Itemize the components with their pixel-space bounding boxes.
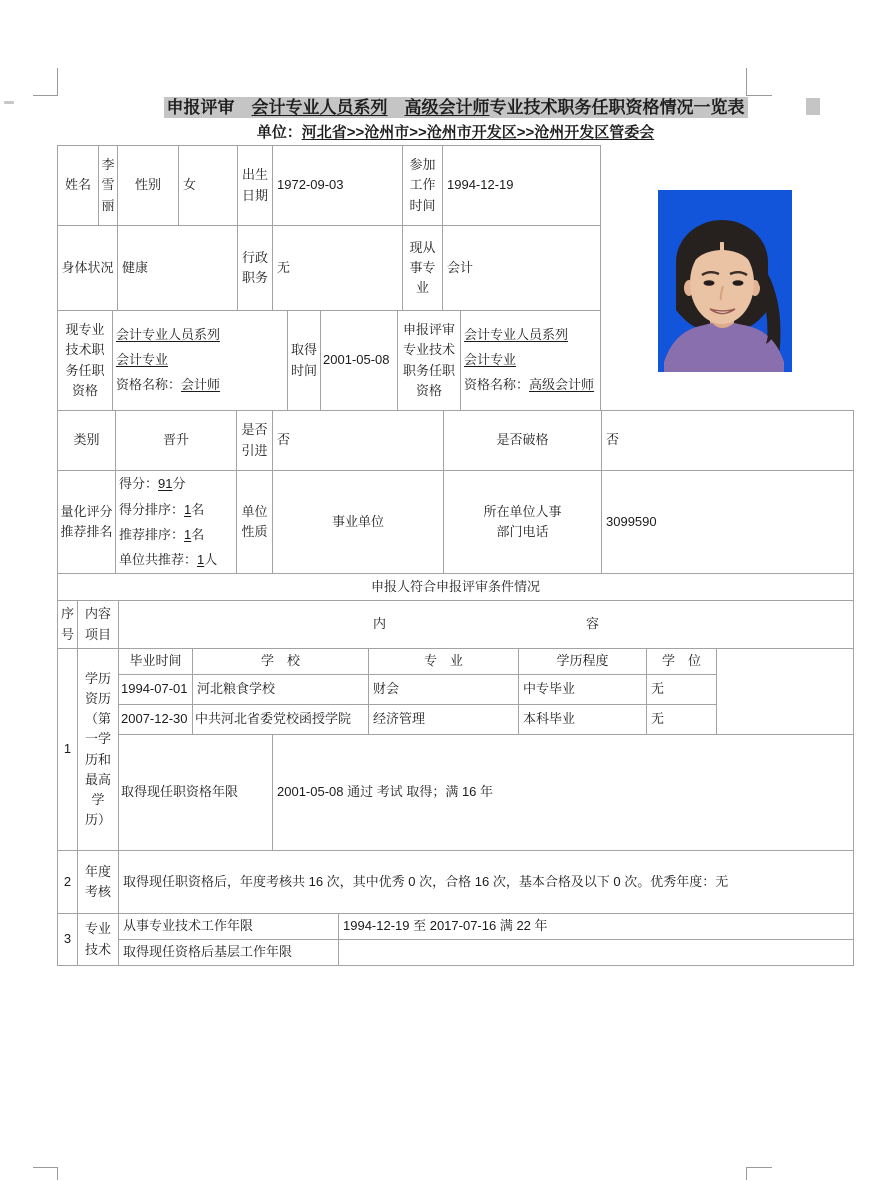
title-suffix: 专业技术职务任职资格情况一览表	[489, 98, 745, 117]
row3-sub1-value-cell: 1994-12-19 至 2017-07-16 满 22 年	[338, 913, 854, 940]
seq-header-cell: 序号	[57, 600, 78, 649]
crop-mark-bottom-right-v	[746, 1167, 747, 1180]
header-block	[57, 96, 854, 144]
edu-row-time: 1994-07-01	[118, 674, 193, 705]
row2-no-cell: 2	[57, 850, 78, 914]
crop-mark-top-left-v	[57, 68, 58, 96]
score-rank-label-cell: 量化评分推荐排名	[57, 470, 116, 574]
highlighted-paragraph-mark	[806, 98, 820, 115]
edu-row-school: 中共河北省委党校函授学院	[192, 704, 369, 735]
import-value-cell: 否	[272, 410, 444, 471]
health-label-cell: 身体状况	[57, 225, 118, 311]
crop-mark-bottom-left-v	[57, 1167, 58, 1180]
row3-sub2-label-cell: 取得现任资格后基层工作年限	[118, 939, 339, 966]
edu-row-degree-level: 中专毕业	[518, 674, 647, 705]
edu-header-time: 毕业时间	[118, 648, 193, 675]
obtain-value-cell: 2001-05-08	[320, 310, 398, 411]
page-title	[57, 96, 854, 120]
content-header-cell: 内 容	[118, 600, 854, 649]
hr-phone-label-cell: 所在单位人事部门电话	[443, 470, 602, 574]
edu-row-major: 经济管理	[368, 704, 519, 735]
import-label-cell: 是否引进	[236, 410, 273, 471]
title-series: 会计专业人员系列	[251, 98, 388, 117]
score-rank-value-cell: 得分：91分 得分排序：1名 推荐排序：1名 单位共推荐：1人	[115, 470, 237, 574]
name-value-cell: 李雪丽	[98, 145, 118, 226]
row3-sub2-value-cell	[338, 939, 854, 966]
row1-label-cell: 学历资历（第一学历和最高学历）	[77, 648, 119, 851]
applicant-photo	[658, 190, 792, 372]
qual-years-label-cell: 取得现任职资格年限	[118, 734, 273, 851]
category-value-cell: 晋升	[115, 410, 237, 471]
edu-row-school: 河北粮食学校	[192, 674, 369, 705]
gender-label-cell: 性别	[117, 145, 179, 226]
title-prefix: 申报评审	[166, 98, 235, 117]
admin-label-cell: 行政职务	[237, 225, 273, 311]
current-qual-value-cell: 会计专业人员系列 会计专业 资格名称：会计师	[112, 310, 288, 411]
unit-path: 河北省>>沧州市>>沧州市开发区>>沧州开发区管委会	[301, 124, 655, 141]
title-rank: 高级会计师	[404, 98, 490, 117]
row3-label-cell: 专业技术	[77, 913, 119, 966]
birth-label-cell: 出生日期	[237, 145, 273, 226]
unit-line	[57, 122, 854, 144]
margin-marker	[4, 101, 14, 104]
apply-qual-value-cell: 会计专业人员系列 会计专业 资格名称：高级会计师	[460, 310, 601, 411]
item-header-cell: 内容项目	[77, 600, 119, 649]
obtain-label-cell: 取得时间	[287, 310, 321, 411]
join-label-cell: 参加工作时间	[402, 145, 443, 226]
edu-header-major: 专 业	[368, 648, 519, 675]
apply-qual-label-cell: 申报评审专业技术职务任职资格	[397, 310, 461, 411]
crop-mark-bottom-left	[33, 1167, 58, 1168]
edu-row-degree-level: 本科毕业	[518, 704, 647, 735]
row3-sub1-label-cell: 从事专业技术工作年限	[118, 913, 339, 940]
edu-header-degree: 学 位	[646, 648, 717, 675]
edu-empty-cell	[716, 648, 854, 735]
gender-value-cell: 女	[178, 145, 238, 226]
crop-mark-top-right-v	[746, 68, 747, 96]
exception-value-cell: 否	[601, 410, 854, 471]
qual-years-value-cell: 2001-05-08 通过 考试 取得；满 16 年	[272, 734, 854, 851]
exception-label-cell: 是否破格	[443, 410, 602, 471]
edu-header-school: 学 校	[192, 648, 369, 675]
current-qual-label-cell: 现专业技术职务任职资格	[57, 310, 113, 411]
birth-value-cell: 1972-09-03	[272, 145, 403, 226]
row1-no-cell: 1	[57, 648, 78, 851]
category-label-cell: 类别	[57, 410, 116, 471]
name-label-cell: 姓名	[57, 145, 99, 226]
occupation-value-cell: 会计	[442, 225, 601, 311]
edu-row-time: 2007-12-30	[118, 704, 193, 735]
row2-label-cell: 年度考核	[77, 850, 119, 914]
admin-value-cell: 无	[272, 225, 403, 311]
edu-row-degree: 无	[646, 704, 717, 735]
row2-text-cell: 取得现任职资格后，年度考核共 16 次，其中优秀 0 次，合格 16 次，基本合格及以下 0 次。优秀年度：无	[118, 850, 854, 914]
join-value-cell: 1994-12-19	[442, 145, 601, 226]
edu-row-major: 财会	[368, 674, 519, 705]
unit-label: 单位：	[256, 124, 302, 141]
unit-type-label-cell: 单位性质	[236, 470, 273, 574]
hr-phone-value-cell: 3099590	[601, 470, 854, 574]
crop-mark-bottom-right	[746, 1167, 772, 1168]
edu-header-degree-level: 学历程度	[518, 648, 647, 675]
crop-mark-top-left	[33, 95, 58, 96]
conditions-section-title: 申报人符合申报评审条件情况	[57, 573, 854, 601]
unit-type-value-cell: 事业单位	[272, 470, 444, 574]
edu-row-degree: 无	[646, 674, 717, 705]
health-value-cell: 健康	[117, 225, 238, 311]
occupation-label-cell: 现从事专业	[402, 225, 443, 311]
row3-no-cell: 3	[57, 913, 78, 966]
